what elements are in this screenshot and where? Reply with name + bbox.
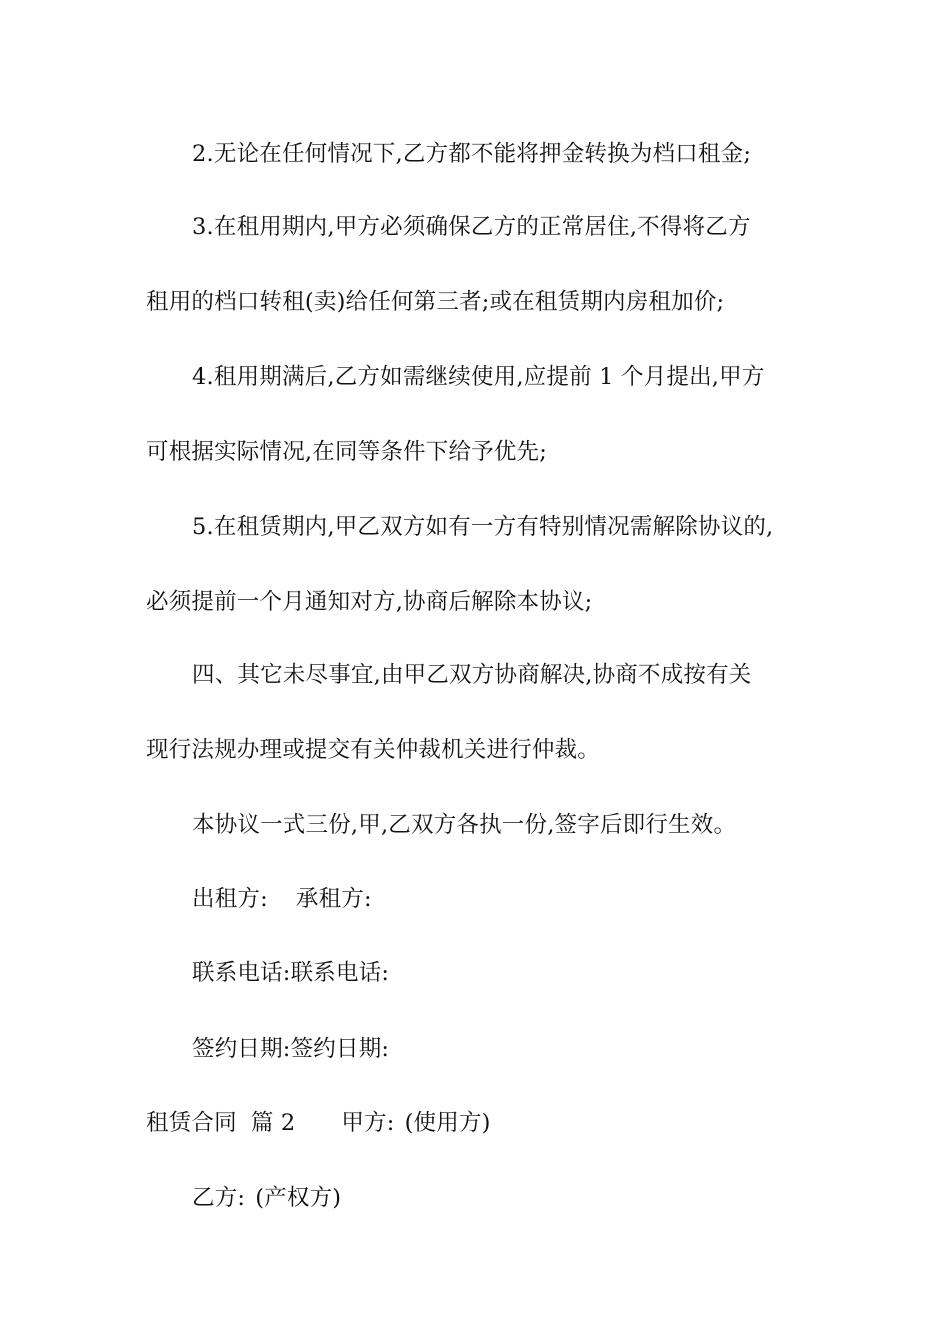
clause-5-line-2: 必须提前一个月通知对方,协商后解除本协议;	[146, 589, 593, 615]
clause-3-line-1: 3.在租用期内,甲方必须确保乙方的正常居住,不得将乙方	[192, 214, 751, 240]
lessee-label: 承租方:	[295, 886, 372, 912]
party-a-label: 甲方:	[341, 1110, 395, 1136]
lessee-date-label: 签约日期:	[290, 1036, 390, 1062]
clause-5-line-1: 5.在租赁期内,甲乙双方如有一方有特别情况需解除协议的,	[192, 514, 774, 540]
section-four-line-1: 四、其它未尽事宜,由甲乙双方协商解决,协商不成按有关	[192, 662, 752, 688]
clause-4-line-1: 4.租用期满后,乙方如需继续使用,应提前 1 个月提出,甲方	[192, 364, 765, 390]
copies-statement: 本协议一式三份,甲,乙双方各执一份,签字后即行生效。	[192, 812, 737, 838]
contract-number: 篇 2	[250, 1110, 296, 1136]
contract-title: 租赁合同	[146, 1110, 237, 1136]
clause-2-line-1: 2.无论在任何情况下,乙方都不能将押金转换为档口租金;	[192, 141, 752, 167]
signature-date-row	[192, 1034, 872, 1064]
party-b-row	[192, 1183, 872, 1213]
lessee-phone-label: 联系电话:	[290, 960, 390, 986]
lessor-label: 出租方:	[192, 886, 268, 912]
clause-4-line-2: 可根据实际情况,在同等条件下给予优先;	[146, 439, 548, 465]
party-b-role: (产权方)	[255, 1185, 342, 1211]
lessor-date-label: 签约日期:	[192, 1036, 291, 1062]
clause-3-line-2: 租用的档口转租(卖)给任何第三者;或在租赁期内房租加价;	[146, 289, 725, 315]
section-four-line-2: 现行法规办理或提交有关仲裁机关进行仲裁。	[146, 737, 601, 763]
party-b-label: 乙方:	[192, 1185, 246, 1211]
signature-phone-row	[192, 958, 872, 988]
lessor-phone-label: 联系电话:	[192, 960, 291, 986]
signature-parties-row	[192, 884, 872, 914]
party-a-role: (使用方)	[404, 1110, 491, 1136]
next-contract-heading	[146, 1108, 826, 1138]
